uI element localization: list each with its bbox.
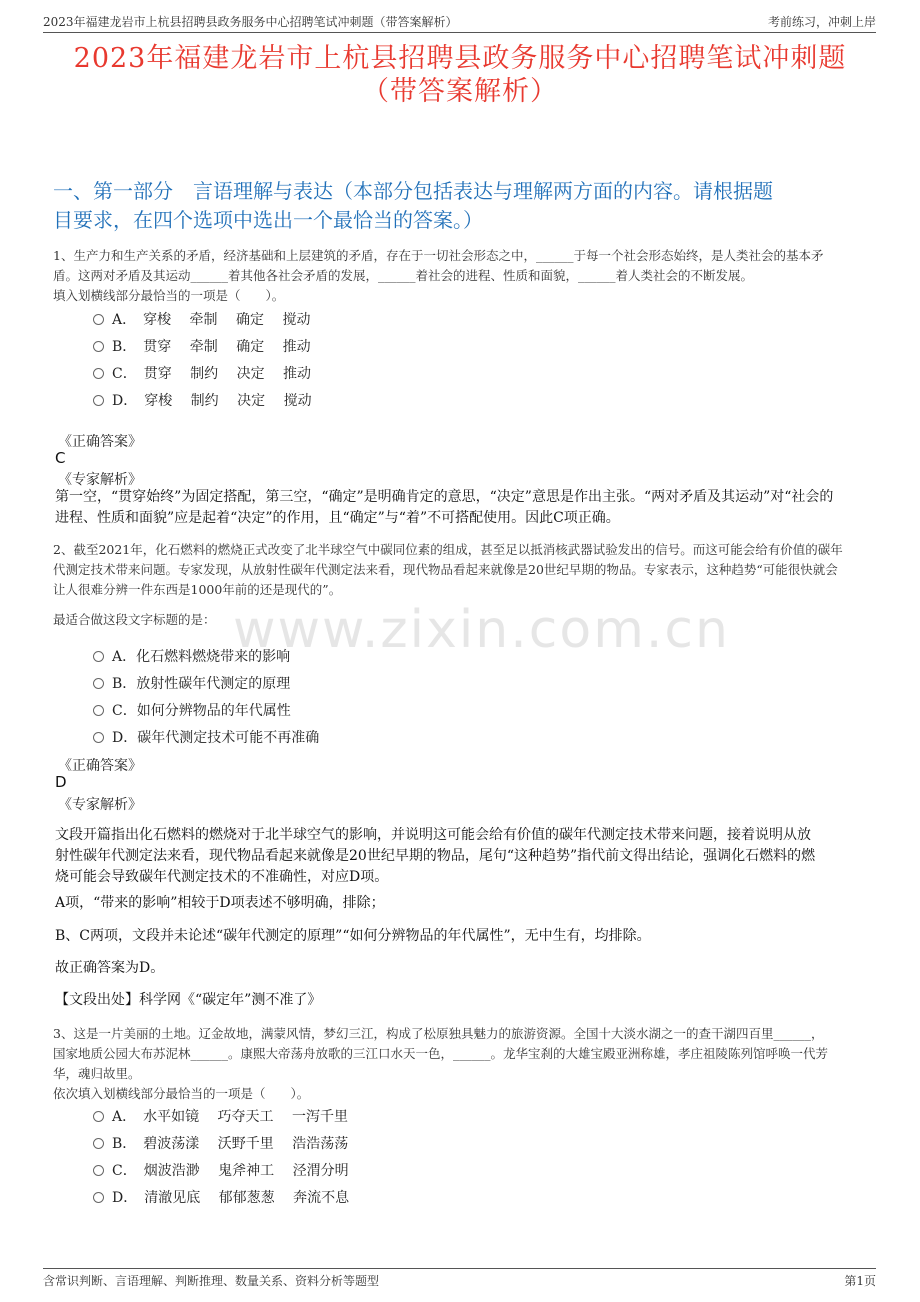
q2-analysis-paragraph-4: 故正确答案为D。 (55, 960, 165, 976)
q1-option-b-text: B． 贯穿 牵制 确定 推动 (112, 339, 311, 355)
title-line-2: （带答案解析） (362, 76, 558, 107)
q3-option-c-text: C． 烟波浩渺 鬼斧神工 泾渭分明 (112, 1163, 349, 1179)
q1-option-a[interactable] (93, 309, 310, 329)
q1-answer: C (55, 449, 66, 467)
q1-analysis-label: 《专家解析》 (58, 472, 142, 488)
document-title (43, 42, 877, 108)
header-divider (43, 32, 876, 33)
q3-stem-line-1: 3、这是一片美丽的土地。辽金故地，满蒙风情，梦幻三江，构成了松原独具魅力的旅游资源。全国十大淡水湖之一的查干湖四百里______， (53, 1026, 824, 1041)
radio-icon[interactable] (93, 395, 104, 406)
q3-option-b-text: B． 碧波荡漾 沃野千里 浩浩荡荡 (112, 1136, 349, 1152)
section-heading-line-1: 一、第一部分 言语理解与表达（本部分包括表达与理解两方面的内容。请根据题 (53, 179, 773, 203)
q2-analysis-paragraph-3: B、C两项，文段并未论述“碳年代测定的原理”“如何分辨物品的年代属性”，无中生有，均排除。 (55, 928, 651, 944)
q2-analysis-line-2: 射性碳年代测定法来看，现代物品看起来就像是20世纪早期的物品，尾句“这种趋势”指代前文得出结论，强调化石燃料的燃 (55, 848, 816, 864)
q1-answer-label: 《正确答案》 (58, 434, 142, 450)
q1-option-c-text: C． 贯穿 制约 决定 推动 (112, 366, 312, 382)
q1-analysis (55, 487, 885, 529)
radio-icon[interactable] (93, 1192, 104, 1203)
radio-icon[interactable] (93, 678, 104, 689)
radio-icon[interactable] (93, 314, 104, 325)
q2-analysis-label: 《专家解析》 (58, 797, 142, 813)
q2-analysis-paragraph-2: A项，“带来的影响”相较于D项表述不够明确，排除； (55, 895, 385, 911)
q3-stem-line-2: 国家地质公园大布苏泥林______。康熙大帝荡舟放歌的三江口水天一色，______。龙华宝刹的大雄宝殿亚洲称雄，孝庄祖陵陈列馆呼唤一代芳 (53, 1046, 829, 1061)
q3-option-d-text: D． 清澈见底 郁郁葱葱 奔流不息 (112, 1190, 350, 1206)
footer-divider (43, 1268, 876, 1269)
q2-option-a-text: A．化石燃料燃烧带来的影响 (112, 649, 291, 665)
title-line-1: 2023年福建龙岩市上杭县招聘县政务服务中心招聘笔试冲刺题 (73, 43, 847, 74)
running-header-slogan: 考前练习，冲刺上岸 (767, 15, 876, 29)
radio-icon[interactable] (93, 1111, 104, 1122)
q3-option-b[interactable] (93, 1133, 348, 1153)
q1-prompt: 填入划横线部分最恰当的一项是（ ）。 (53, 288, 285, 303)
q3-option-d[interactable] (93, 1187, 349, 1207)
q2-stem (53, 540, 883, 600)
q1-option-a-text: A． 穿梭 牵制 确定 搅动 (112, 312, 311, 328)
section-heading-line-2: 目要求，在四个选项中选出一个最恰当的答案。） (53, 208, 483, 232)
q2-option-b-text: B．放射性碳年代测定的原理 (112, 676, 291, 692)
q1-stem-line-2: 盾。这两对矛盾及其运动______着其他各社会矛盾的发展，______着社会的进程、性质和面貌，______着人类社会的不断发展。 (53, 268, 754, 283)
radio-icon[interactable] (93, 705, 104, 716)
radio-icon[interactable] (93, 651, 104, 662)
q2-prompt: 最适合做这段文字标题的是： (53, 612, 216, 627)
q2-option-d-text: D．碳年代测定技术可能不再准确 (112, 730, 320, 746)
q2-stem-line-1: 2、截至2021年，化石燃料的燃烧正式改变了北半球空气中碳同位素的组成，甚至足以抵消核武器试验发出的信号。而这可能会给有价值的碳年 (53, 542, 843, 557)
q1-option-c[interactable] (93, 363, 311, 383)
q2-option-c[interactable] (93, 700, 291, 720)
q1-option-d-text: D． 穿梭 制约 决定 搅动 (112, 393, 312, 409)
q3-stem (53, 1024, 883, 1104)
footer-note: 含常识判断、言语理解、判断推理、数量关系、资料分析等题型 (43, 1274, 380, 1288)
q2-option-b[interactable] (93, 673, 290, 693)
q3-option-c[interactable] (93, 1160, 349, 1180)
q3-option-a[interactable] (93, 1106, 348, 1126)
radio-icon[interactable] (93, 1138, 104, 1149)
q2-stem-line-3: 让人很难分辨一件东西是1000年前的还是现代的”。 (53, 582, 342, 597)
q1-stem-line-1: 1、生产力和生产关系的矛盾，经济基础和上层建筑的矛盾，存在于一切社会形态之中，______于每一个社会形态始终，是人类社会的基本矛 (53, 248, 824, 263)
q2-analysis-source: 【文段出处】科学网《“碳定年”测不准了》 (55, 992, 322, 1008)
q2-analysis-paragraph-1 (55, 825, 885, 888)
q2-answer-label: 《正确答案》 (58, 758, 142, 774)
radio-icon[interactable] (93, 341, 104, 352)
page-number: 第1页 (844, 1274, 876, 1288)
section-heading (53, 177, 883, 235)
q3-stem-line-3: 华，魂归故里。 (53, 1066, 141, 1081)
q1-stem (53, 246, 883, 306)
q2-analysis-line-3: 烧可能会导致碳年代测定技术的不准确性，对应D项。 (55, 869, 389, 885)
q3-prompt: 依次填入划横线部分最恰当的一项是（ ）。 (53, 1086, 310, 1101)
q2-answer: D (55, 773, 67, 791)
radio-icon[interactable] (93, 368, 104, 379)
q1-analysis-line-1: 第一空，“贯穿始终”为固定搭配，第三空，“确定”是明确肯定的意思，“决定”意思是作出主张。“两对矛盾及其运动”对“社会的 (55, 489, 834, 505)
q2-analysis-line-1: 文段开篇指出化石燃料的燃烧对于北半球空气的影响，并说明这可能会给有价值的碳年代测定技术带来问题，接着说明从放 (55, 827, 811, 843)
q2-option-c-text: C．如何分辨物品的年代属性 (112, 703, 291, 719)
running-header-title: 2023年福建龙岩市上杭县招聘县政务服务中心招聘笔试冲刺题（带答案解析） (43, 15, 458, 29)
radio-icon[interactable] (93, 1165, 104, 1176)
watermark: www.zixin.com.cn (233, 600, 730, 660)
radio-icon[interactable] (93, 732, 104, 743)
q2-stem-line-2: 代测定技术带来问题。专家发现，从放射性碳年代测定法来看，现代物品看起来就像是20世纪早期的物品。专家表示，这种趋势“可能很快就会 (53, 562, 838, 577)
q1-analysis-line-2: 进程、性质和面貌”应是起着“决定”的作用，且“确定”与“着”不可搭配使用。因此C项正确。 (55, 510, 620, 526)
q1-option-d[interactable] (93, 390, 312, 410)
q2-option-a[interactable] (93, 646, 290, 666)
q1-option-b[interactable] (93, 336, 311, 356)
q3-option-a-text: A． 水平如镜 巧夺天工 一泻千里 (112, 1109, 349, 1125)
q2-option-d[interactable] (93, 727, 319, 747)
